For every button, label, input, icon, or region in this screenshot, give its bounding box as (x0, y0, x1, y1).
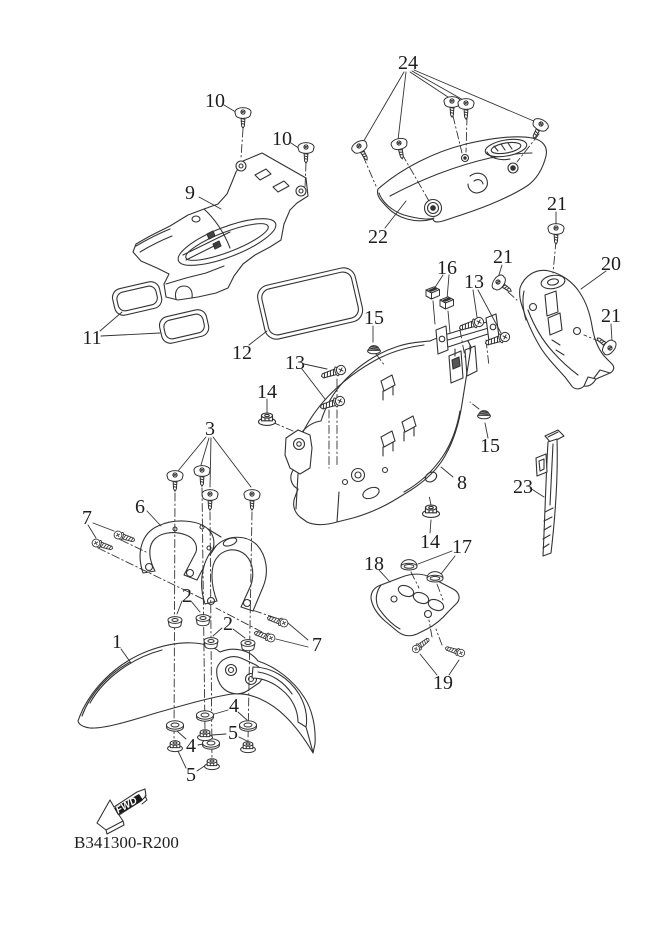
callout-6: 6 (135, 496, 145, 518)
screw-19-a (411, 636, 431, 654)
screw-19-b (444, 644, 465, 657)
screw-7-c (266, 614, 289, 628)
callout-2-b: 2 (223, 613, 233, 635)
screw-24-a (350, 138, 374, 164)
callout-5-b: 5 (186, 764, 196, 786)
callout-11: 11 (82, 327, 102, 349)
callout-15-a: 15 (364, 307, 384, 329)
cap-17-a (401, 560, 417, 570)
cap-17-b (427, 572, 443, 582)
screw-24-c (444, 97, 460, 118)
nut-5-c (241, 742, 256, 753)
clip-16-a (426, 287, 440, 299)
grommet-15-a (368, 346, 381, 354)
callout-20: 20 (601, 253, 621, 275)
callout-1: 1 (112, 631, 122, 653)
nut-14-b (422, 505, 439, 517)
nut-5-d (205, 759, 220, 770)
nut-5-a (198, 730, 213, 741)
callout-19: 19 (433, 672, 453, 694)
part-18-bracket (371, 574, 459, 636)
callout-4-a: 4 (229, 695, 239, 717)
callout-22: 22 (368, 226, 388, 248)
callout-23: 23 (513, 476, 533, 498)
screw-7-d (253, 629, 276, 643)
callout-21-b: 21 (493, 246, 513, 268)
part-12-pad (255, 265, 365, 341)
nut-5-b (168, 741, 183, 752)
callout-14-a: 14 (257, 381, 277, 403)
screw-21-b (490, 273, 516, 298)
callout-21-c: 21 (601, 305, 621, 327)
callout-10-b: 10 (272, 128, 292, 150)
part-code: B341300-R200 (74, 833, 179, 852)
part-20-cover (520, 270, 614, 389)
callout-14-b: 14 (420, 531, 440, 553)
part-23-band (536, 430, 564, 556)
screw-3-c (202, 490, 218, 511)
grommet-15-b (478, 411, 491, 419)
callout-10-a: 10 (205, 90, 225, 112)
fwd-label: FWD (114, 795, 140, 817)
collar-2-c (204, 638, 218, 649)
callout-7-b: 7 (312, 634, 322, 656)
collar-2-a (168, 617, 182, 628)
callout-3: 3 (205, 418, 215, 440)
screw-3-d (244, 490, 260, 511)
callout-7-a: 7 (82, 507, 92, 529)
washer-4-a (197, 711, 214, 721)
callout-15-b: 15 (480, 435, 500, 457)
callout-13-a: 13 (285, 352, 305, 374)
callout-5-a: 5 (228, 722, 238, 744)
callout-18: 18 (364, 553, 384, 575)
screw-10-b (298, 143, 314, 164)
callout-2-a: 2 (182, 585, 192, 607)
nut-14-a (258, 413, 275, 425)
screw-24-d (458, 99, 474, 120)
screw-3-a (167, 471, 183, 492)
clip-16-b (440, 297, 454, 309)
washer-4-b (167, 721, 184, 731)
callout-24: 24 (398, 52, 418, 74)
screw-3-b (194, 466, 210, 487)
part-1-front-fender (78, 643, 315, 753)
callout-16: 16 (437, 257, 457, 279)
callout-13-b: 13 (464, 271, 484, 293)
collar-2-d (241, 640, 255, 651)
screw-10-a (235, 108, 251, 129)
washer-4-c (240, 721, 257, 731)
callout-17: 17 (452, 536, 472, 558)
part-9-cover (133, 153, 308, 300)
callout-12: 12 (232, 342, 252, 364)
callout-21-a: 21 (547, 193, 567, 215)
part-22-panel (377, 136, 546, 221)
screw-21-a (548, 224, 564, 245)
screw-24-b (390, 137, 410, 160)
callout-9: 9 (185, 182, 195, 204)
collar-2-b (196, 615, 210, 626)
callout-8: 8 (457, 472, 467, 494)
callout-4-b: 4 (186, 735, 196, 757)
screw-13-a (320, 364, 347, 381)
